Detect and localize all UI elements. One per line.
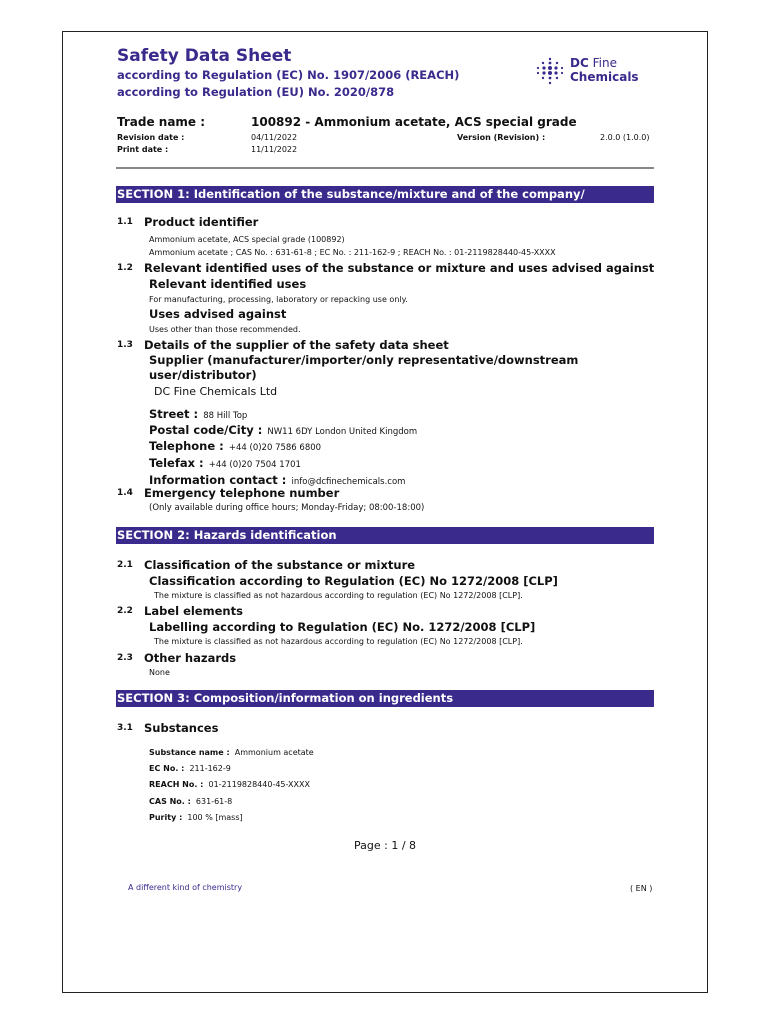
purity-row	[149, 805, 243, 824]
section-2-header: SECTION 2: Hazards identification	[116, 527, 654, 544]
other-hazards-text: None	[149, 668, 170, 677]
page-number: Page : 1 / 8	[354, 839, 417, 852]
version-label: Version (Revision) :	[457, 133, 546, 142]
revision-date-label: Revision date :	[117, 133, 185, 142]
section-2-2-number: 2.2	[117, 606, 133, 616]
regulation-line-1: according to Regulation (EC) No. 1907/2006 (REACH)	[117, 68, 460, 82]
substance-name-label: Substance name :	[149, 748, 230, 757]
section-3-1-number: 3.1	[117, 723, 133, 733]
footer-tagline: A different kind of chemistry	[128, 883, 243, 892]
cas-number-label: CAS No. :	[149, 797, 191, 806]
company-logo	[534, 56, 644, 88]
purity-value: 100 % [mass]	[187, 813, 243, 822]
trade-name-value: 100892 - Ammonium acetate, ACS special grade	[251, 115, 577, 129]
section-2-3-number: 2.3	[117, 653, 133, 663]
supplier-heading: Supplier (manufacturer/importer/only representative/downstream	[149, 353, 579, 367]
version-value: 2.0.0 (1.0.0)	[600, 133, 650, 142]
logo-text-bottom: Chemicals	[570, 70, 639, 84]
uses-advised-against-heading: Uses advised against	[149, 307, 287, 321]
section-1-2-number: 1.2	[117, 263, 133, 273]
section-1-3-title: Details of the supplier of the safety data sheet	[144, 338, 449, 352]
language-code: ( EN )	[630, 884, 653, 893]
section-1-1-title: Product identifier	[144, 215, 259, 229]
supplier-heading-cont: user/distributor)	[149, 368, 257, 382]
section-2-1-title: Classification of the substance or mixture	[144, 558, 416, 572]
uses-advised-against-text: Uses other than those recommended.	[149, 325, 301, 334]
section-2-2-title: Label elements	[144, 604, 243, 618]
trade-name-label: Trade name :	[117, 115, 206, 129]
info-contact-label: Information contact :	[149, 473, 287, 487]
section-1-header: SECTION 1: Identification of the substance/mixture and of the company/ undertaking	[116, 186, 654, 203]
section-1-1-number: 1.1	[117, 217, 133, 227]
emergency-hours-text: (Only available during office hours; Monday-Friday; 08:00-18:00)	[149, 503, 425, 513]
document-title: Safety Data Sheet	[117, 46, 292, 66]
section-1-3-number: 1.3	[117, 340, 133, 350]
section-3-1-title: Substances	[144, 721, 219, 735]
labelling-text: The mixture is classified as not hazardous according to regulation (EC) No 1272/2008 [CLP].	[154, 637, 523, 646]
section-1-2-title: Relevant identified uses of the substance or mixture and uses advised against	[144, 261, 655, 275]
reach-number-label: REACH No. :	[149, 780, 204, 789]
postal-label: Postal code/City :	[149, 423, 263, 437]
revision-date-value: 04/11/2022	[251, 133, 298, 142]
street-value: 88 Hill Top	[203, 411, 248, 421]
section-1-4-title: Emergency telephone number	[144, 486, 340, 500]
relevant-uses-text: For manufacturing, processing, laboratory or repacking use only.	[149, 295, 408, 304]
street-label: Street :	[149, 407, 199, 421]
cas-number-value: 631-61-8	[195, 797, 233, 806]
telephone-value: +44 (0)20 7586 6800	[228, 443, 322, 453]
section-2-3-title: Other hazards	[144, 651, 237, 665]
reach-number-value: 01-2119828440-45-XXXX	[208, 780, 310, 789]
labelling-heading: Labelling according to Regulation (EC) No. 1272/2008 [CLP]	[149, 620, 536, 634]
print-date-label: Print date :	[117, 145, 169, 154]
regulation-line-2: according to Regulation (EU) No. 2020/878	[117, 85, 395, 99]
purity-label: Purity :	[149, 813, 183, 822]
section-1-4-number: 1.4	[117, 488, 133, 498]
print-date-value: 11/11/2022	[251, 145, 298, 154]
classification-heading: Classification according to Regulation (EC) No 1272/2008 [CLP]	[149, 574, 558, 588]
telefax-label: Telefax :	[149, 456, 204, 470]
substance-name-value: Ammonium acetate	[234, 748, 314, 757]
header-divider	[116, 167, 654, 169]
info-contact-email[interactable]: info@dcfinechemicals.com	[291, 477, 406, 487]
relevant-uses-heading: Relevant identified uses	[149, 277, 307, 291]
telefax-value: +44 (0)20 7504 1701	[208, 460, 301, 470]
classification-text: The mixture is classified as not hazardous according to regulation (EC) No 1272/2008 [CLP].	[154, 591, 523, 600]
section-3-header: SECTION 3: Composition/information on ingredients	[116, 690, 654, 707]
telephone-label: Telephone :	[149, 439, 224, 453]
ec-number-label: EC No. :	[149, 764, 185, 773]
logo-text-top: DC Fine	[570, 56, 617, 70]
product-identifier-line-2: Ammonium acetate ; CAS No. : 631-61-8 ; EC No. : 211-162-9 ; REACH No. : 01-2119828440-45-XXXX	[149, 248, 556, 257]
product-identifier-line-1: Ammonium acetate, ACS special grade (100892)	[149, 235, 345, 244]
ec-number-value: 211-162-9	[189, 764, 231, 773]
section-2-1-number: 2.1	[117, 560, 133, 570]
company-name: DC Fine Chemicals Ltd	[154, 385, 278, 398]
postal-value: NW11 6DY London United Kingdom	[267, 427, 418, 437]
molecule-dots-icon	[534, 56, 566, 86]
